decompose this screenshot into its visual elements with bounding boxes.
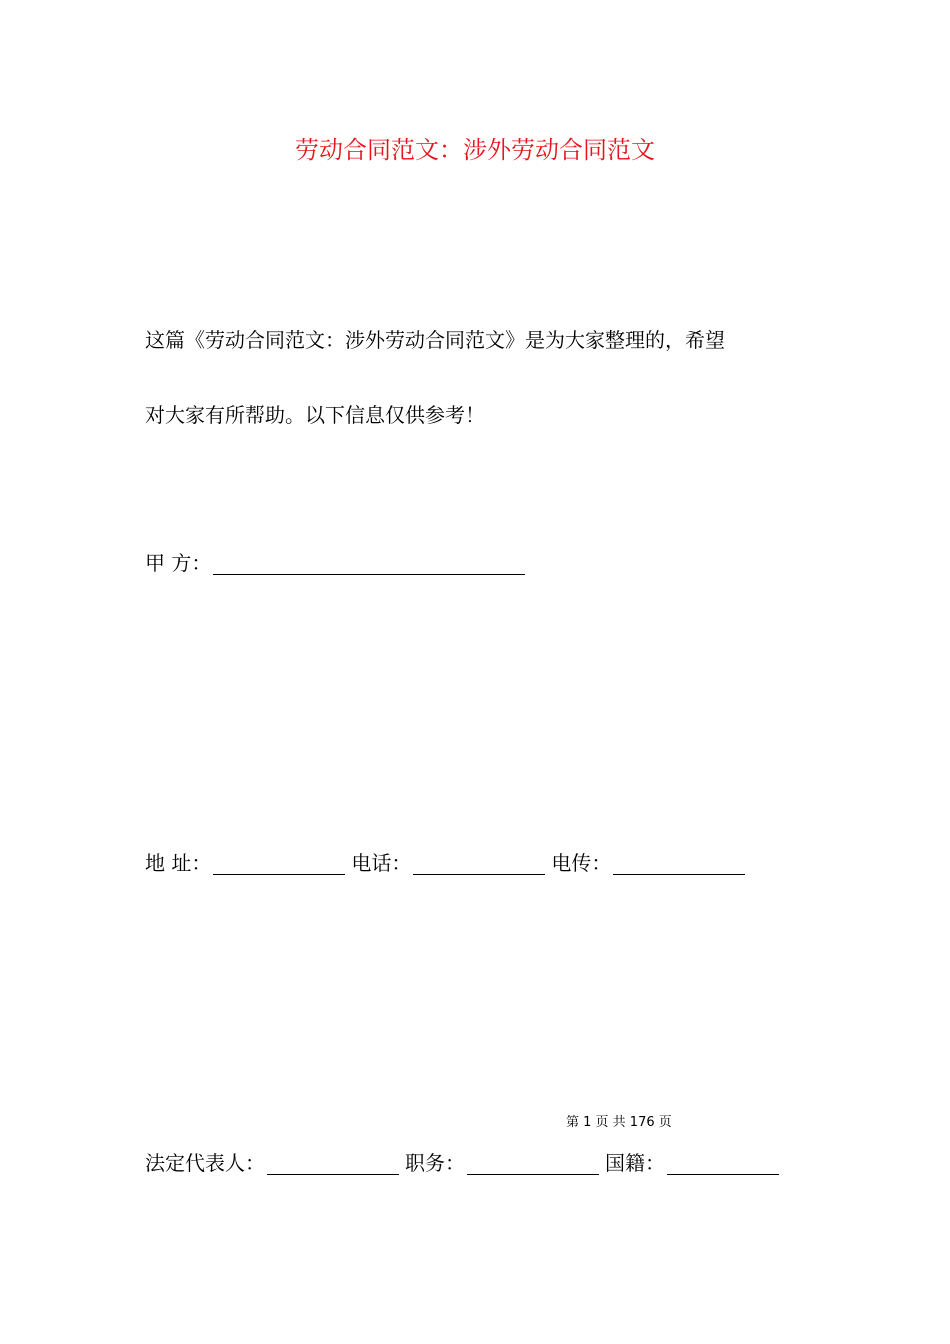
- intro-paragraph-line-2: 对大家有所帮助。以下信息仅供参考！: [145, 403, 485, 427]
- fax-blank: [613, 852, 745, 875]
- page-footer: 第 1 页 共 176 页: [566, 1115, 672, 1130]
- party-a-blank: [213, 552, 525, 575]
- address-label: 地 址：: [145, 851, 212, 875]
- fax-label: 电传：: [551, 851, 612, 875]
- party-a-row: [145, 548, 531, 578]
- position-label: 职务：: [405, 1151, 465, 1175]
- phone-blank: [413, 852, 545, 875]
- nationality-blank: [667, 1152, 779, 1175]
- legal-rep-label: 法定代表人：: [145, 1151, 265, 1175]
- party-a-label: 甲 方：: [145, 551, 212, 575]
- position-blank: [467, 1152, 599, 1175]
- phone-label: 电话：: [351, 851, 412, 875]
- legal-rep-blank: [267, 1152, 399, 1175]
- nationality-label: 国籍：: [605, 1151, 665, 1175]
- address-blank: [213, 852, 345, 875]
- contact-row: [145, 848, 751, 878]
- legal-rep-row: [145, 1148, 785, 1178]
- document-title: 劳动合同范文：涉外劳动合同范文: [295, 136, 655, 164]
- intro-paragraph-line-1: 这篇《劳动合同范文：涉外劳动合同范文》是为大家整理的，希望: [145, 328, 725, 352]
